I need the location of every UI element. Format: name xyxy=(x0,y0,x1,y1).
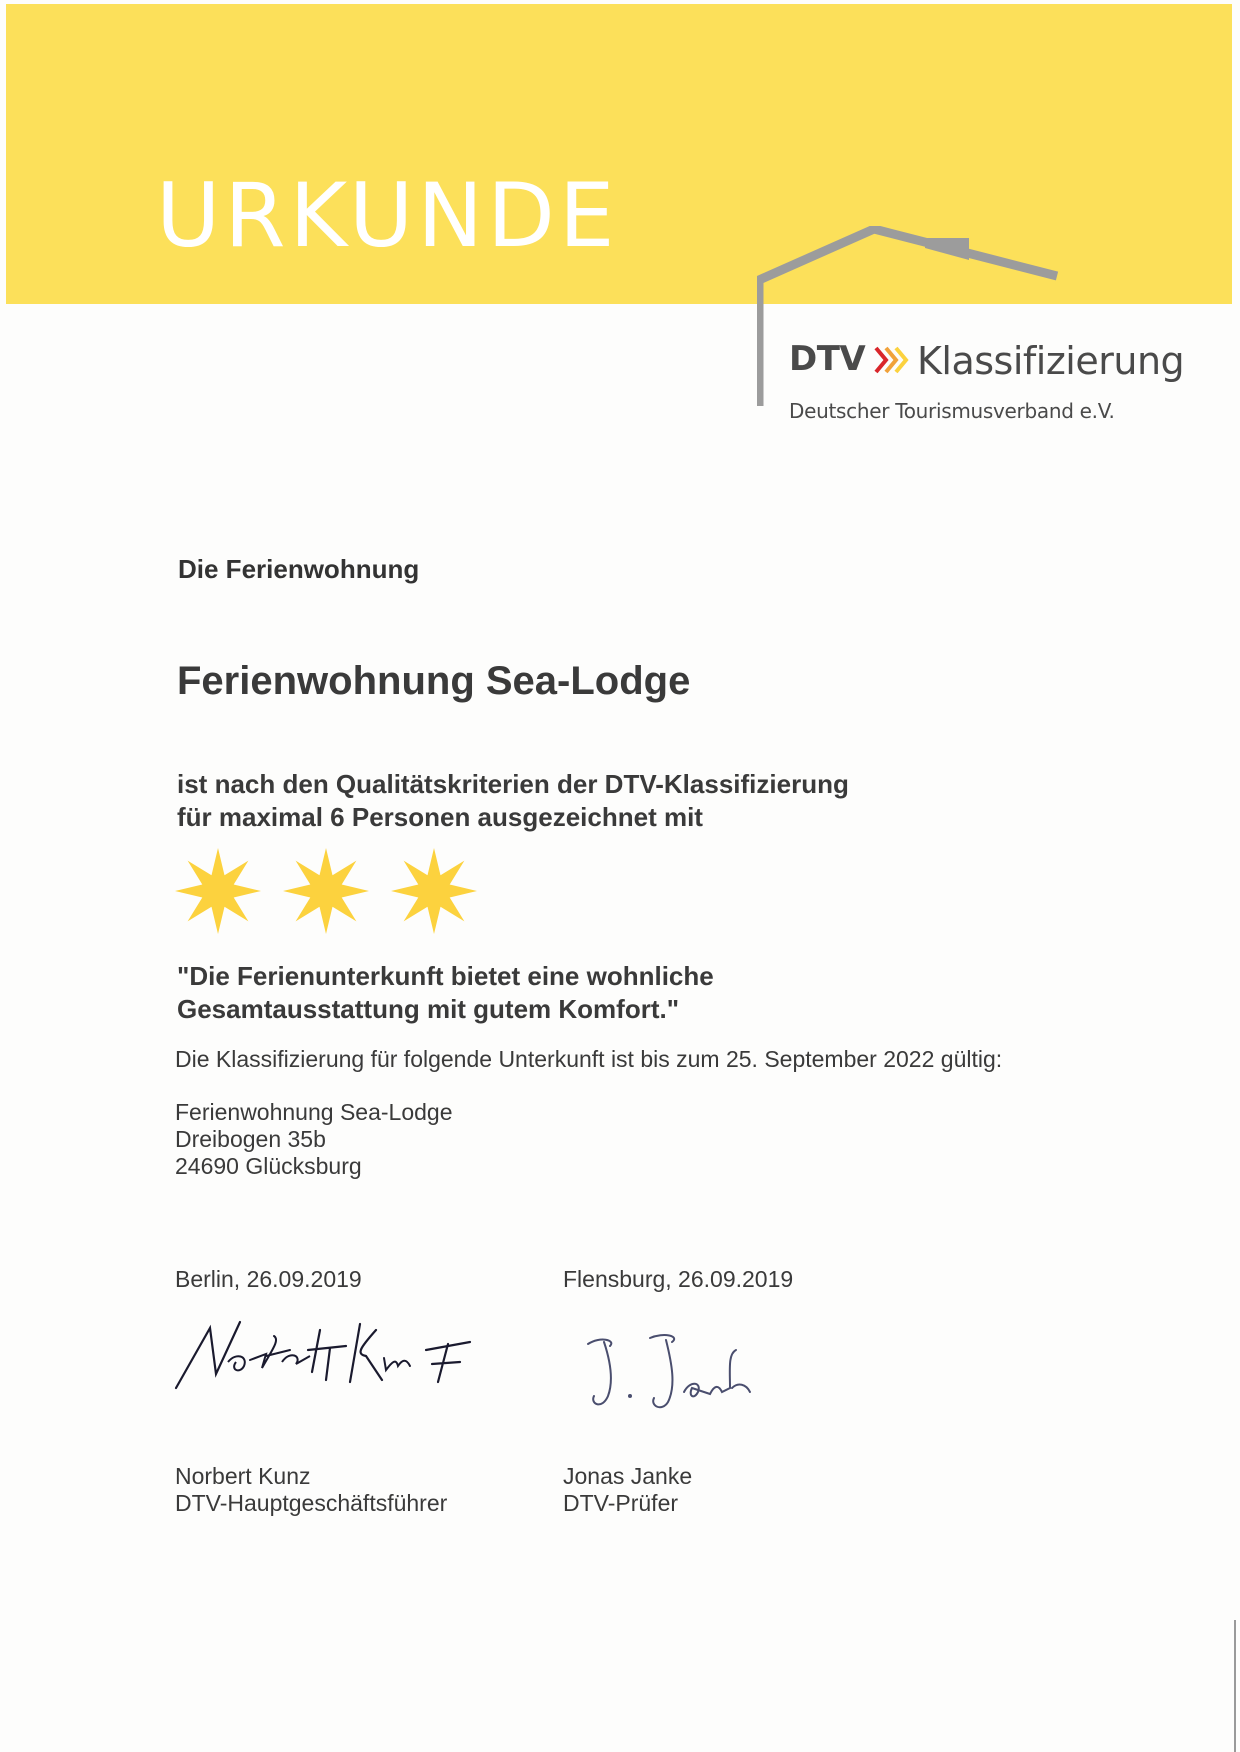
logo-name: Klassifizierung xyxy=(917,339,1185,383)
property-name: Ferienwohnung Sea-Lodge xyxy=(177,659,691,703)
stars-graphic xyxy=(175,845,485,945)
certificate-title: URKUNDE xyxy=(156,164,619,267)
quote-line-2: Gesamtausstattung mit gutem Komfort." xyxy=(177,994,680,1024)
star-icon xyxy=(391,848,477,934)
signatory-name-1: Norbert Kunz xyxy=(175,1463,311,1489)
scan-edge-line xyxy=(1234,1620,1236,1752)
logo-brand: DTV xyxy=(789,339,866,379)
signature-jonas-janke xyxy=(580,1330,810,1420)
statement-line-1: ist nach den Qualitätskriterien der DTV-Klassifizierung xyxy=(177,769,849,799)
chevrons-icon xyxy=(873,344,913,376)
validity-text: Die Klassifizierung für folgende Unterkunft ist bis zum 25. September 2022 gültig: xyxy=(175,1046,1003,1072)
star-icon xyxy=(175,848,261,934)
signatory-name-2: Jonas Janke xyxy=(563,1463,693,1489)
statement-line-2: für maximal 6 Personen ausgezeichnet mit xyxy=(177,802,703,832)
place-date-2: Flensburg, 26.09.2019 xyxy=(563,1266,794,1292)
address-line-2: Dreibogen 35b xyxy=(175,1126,326,1152)
star-rating xyxy=(175,845,485,950)
place-date-1: Berlin, 26.09.2019 xyxy=(175,1266,362,1292)
signature-norbert-kunz xyxy=(170,1310,510,1400)
dtv-logo xyxy=(757,226,1187,426)
star-icon xyxy=(283,848,369,934)
signatory-role-1: DTV-Hauptgeschäftsführer xyxy=(175,1490,448,1516)
address-line-3: 24690 Glücksburg xyxy=(175,1153,362,1179)
address-line-1: Ferienwohnung Sea-Lodge xyxy=(175,1099,453,1125)
quote-line-1: "Die Ferienunterkunft bietet eine wohnliche xyxy=(177,961,714,991)
house-roof-icon xyxy=(757,226,1187,426)
intro-text: Die Ferienwohnung xyxy=(178,554,420,584)
logo-organization: Deutscher Tourismusverband e.V. xyxy=(789,399,1115,423)
signatory-role-2: DTV-Prüfer xyxy=(563,1490,679,1516)
